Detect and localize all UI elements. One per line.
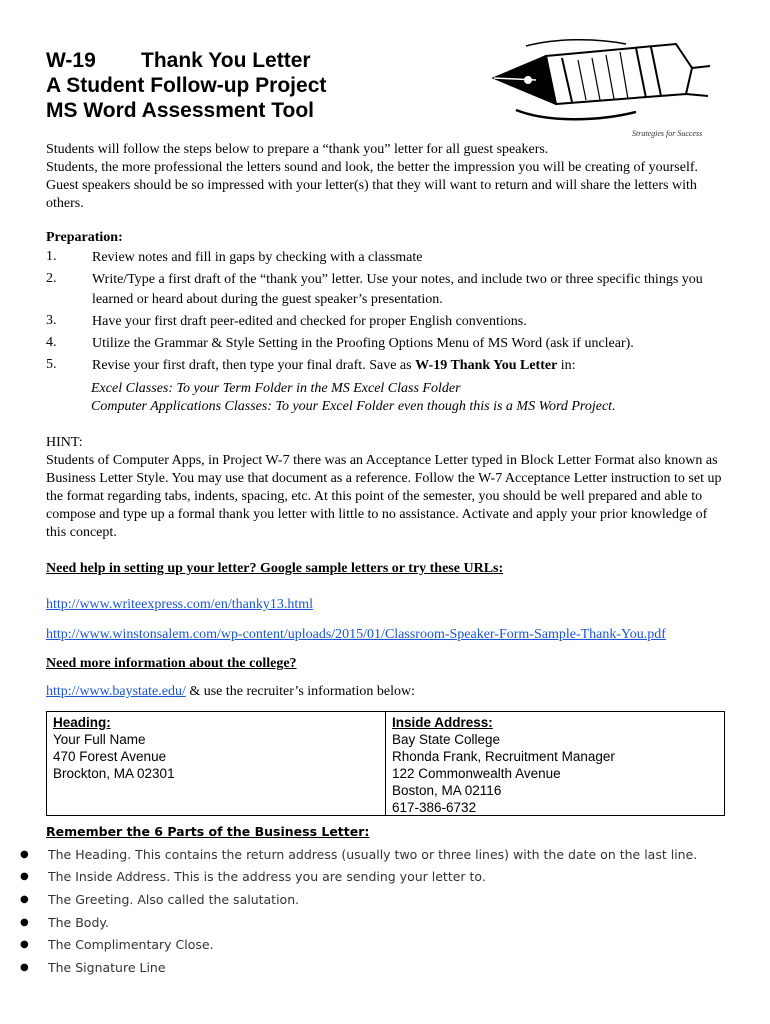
document-title — [46, 48, 326, 123]
need-more-heading: Need more information about the college? — [46, 656, 297, 671]
preparation-heading: Preparation: — [46, 230, 123, 245]
list-item: 3. Have your first draft peer-edited and checked for proper English conventions. — [46, 313, 527, 329]
list-item: 5. Revise your first draft, then type your final draft. Save as W-19 Thank You Letter in: — [46, 357, 576, 373]
list-item: ● The Greeting. Also called the salutation. — [20, 891, 300, 907]
assignment-title: Thank You Letter — [141, 49, 311, 72]
inside-address-line: 122 Commonwealth Avenue — [392, 766, 561, 781]
heading-line: Your Full Name — [53, 732, 146, 747]
inside-address-line: 617-386-6732 — [392, 800, 477, 815]
list-item: 4. Utilize the Grammar & Style Setting in the Proofing Options Menu of MS Word (ask if unclear). — [46, 335, 634, 351]
heading-cell — [47, 712, 386, 815]
parts-heading: Remember the 6 Parts of the Business Letter: — [46, 824, 370, 839]
hint-label: HINT: — [46, 435, 83, 450]
list-item: ● The Signature Line — [20, 959, 166, 975]
writeexpress-link[interactable]: http://www.writeexpress.com/en/thanky13.html — [46, 597, 313, 612]
parts-list — [18, 843, 697, 979]
save-filename: W-19 Thank You Letter — [415, 358, 558, 373]
baystate-link[interactable]: http://www.baystate.edu/ — [46, 684, 186, 699]
save-locations — [91, 380, 616, 416]
inside-address-line: Bay State College — [392, 732, 501, 747]
bullet-icon: ● — [20, 916, 29, 928]
inside-address-line: Boston, MA 02116 — [392, 783, 502, 798]
bullet-icon: ● — [20, 961, 29, 973]
hint-section — [46, 434, 730, 542]
hint-text: Students of Computer Apps, in Project W-7 there was an Acceptance Letter typed in Block Letter Format also known as Business Letter Style. You may use that document as a reference. Follow the W-7 Acceptance Letter instruction to set up the format regarding tabs, indents, spacing, etc. At this point of the semester, you should be well prepared and able to compose and type up a formal thank you letter with little to no assistance. Activate and apply your prior knowledge of this concept. — [46, 453, 722, 540]
recruiter-info-text: & use the recruiter’s information below: — [185, 684, 415, 699]
intro-paragraph-1: Students will follow the steps below to prepare a “thank you” letter for all guest speakers. — [46, 142, 549, 157]
heading-line: Brockton, MA 02301 — [53, 766, 175, 781]
heading-line: 470 Forest Avenue — [53, 749, 167, 764]
bullet-icon: ● — [20, 848, 29, 860]
inside-address-line: Rhonda Frank, Recruitment Manager — [392, 749, 615, 764]
list-item: ● The Complimentary Close. — [20, 937, 214, 953]
computer-apps-note: Computer Applications Classes: To your Excel Folder even though this is a MS Word Project. — [91, 399, 616, 414]
list-item: 1. Review notes and fill in gaps by checking with a classmate — [46, 249, 423, 265]
intro-paragraph-2: Students, the more professional the letters sound and look, the better the impression you will be creating of yourself. Guest speakers should be so impressed with your letter(s) that they will want to return and will share the letters with others. — [46, 160, 699, 211]
bullet-icon: ● — [20, 893, 29, 905]
heading-label: Heading: — [53, 715, 111, 730]
excel-note: Excel Classes: To your Term Folder in the MS Excel Class Folder — [91, 381, 461, 396]
bullet-icon: ● — [20, 939, 29, 951]
title-line-1 — [46, 48, 326, 73]
preparation-section — [46, 229, 730, 378]
winstonsalem-link[interactable]: http://www.winstonsalem.com/wp-content/uploads/2015/01/Classroom-Speaker-Form-Sample-Thank-You.pdf — [46, 627, 666, 642]
need-help-heading: Need help in setting up your letter? Google sample letters or try these URLs: — [46, 561, 504, 576]
list-item: ● The Body. — [20, 914, 109, 930]
intro-text — [46, 141, 730, 213]
inside-address-label: Inside Address: — [392, 715, 493, 730]
title-line-3: MS Word Assessment Tool — [46, 99, 314, 122]
inside-address-cell — [386, 712, 724, 815]
list-item: ● The Inside Address. This is the address you are sending your letter to. — [20, 869, 486, 885]
address-table — [46, 711, 725, 816]
list-item: 2. Write/Type a first draft of the “thank you” letter. Use your notes, and include two or three specific things you learned or heard about during the guest speaker’s presentation. — [46, 271, 703, 307]
logo-tagline: Strategies for Success — [632, 129, 703, 138]
list-item: ● The Heading. This contains the return address (usually two or three lines) with the date on the last line. — [20, 846, 698, 862]
title-line-2: A Student Follow-up Project — [46, 74, 327, 97]
fountain-pen-nib-icon — [486, 38, 714, 126]
bullet-icon: ● — [20, 871, 29, 883]
assignment-code: W-19 — [46, 49, 96, 72]
